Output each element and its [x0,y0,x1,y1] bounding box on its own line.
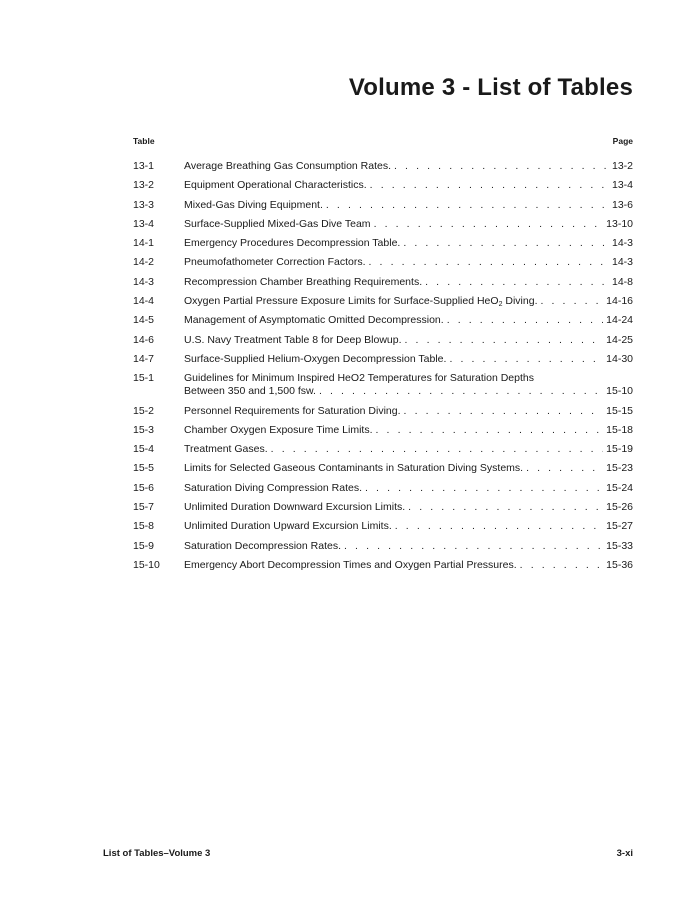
table-title: Personnel Requirements for Saturation Diving. [184,404,401,417]
page-number: 14-25 [606,333,633,346]
table-column-header: Table [133,136,155,146]
toc-entry[interactable] [133,405,633,418]
page-number: 13-2 [611,160,633,172]
page-number: 14-3 [611,237,633,250]
dot-leader [540,295,603,308]
toc-entry[interactable] [133,424,633,437]
table-number: 15-10 [133,558,160,571]
dot-leader [404,405,604,418]
dot-leader [403,237,609,250]
toc-entry[interactable] [133,520,633,533]
dot-leader [408,501,603,514]
toc-entry[interactable] [133,353,633,366]
table-number: 14-2 [133,256,155,269]
table-title: Emergency Abort Decompression Times and Oxygen Partial Pressures. [184,558,517,571]
toc-entry[interactable] [133,443,633,456]
table-number: 15-8 [133,520,155,533]
table-title: Treatment Gases. [184,443,268,456]
table-title: Management of Asymptomatic Omitted Decompression. [184,314,444,327]
page-number: 15-18 [606,423,633,436]
table-title [184,295,537,308]
table-number: 15-3 [133,423,155,436]
list-of-tables [133,160,633,578]
table-number: 14-3 [133,275,155,288]
dot-leader [425,276,609,289]
toc-entry[interactable] [133,559,633,572]
toc-entry[interactable] [133,199,633,212]
footer-section-title: List of Tables–Volume 3 [103,848,211,859]
page-number: 14-24 [606,314,633,327]
table-title: Chamber Oxygen Exposure Time Limits. [184,423,373,436]
table-title: Saturation Decompression Rates. [184,539,341,552]
dot-leader [370,179,609,192]
table-title: Average Breathing Gas Consumption Rates. [184,160,392,172]
table-number: 15-1 [133,372,155,385]
toc-entry[interactable] [133,237,633,250]
page-number: 15-33 [606,539,633,552]
dot-leader [447,314,603,327]
page-number: 14-8 [611,275,633,288]
dot-leader [394,160,609,173]
table-number: 14-5 [133,314,155,327]
dot-leader [344,540,603,553]
table-number: 15-9 [133,539,155,552]
table-title-text: Diving. [502,295,538,308]
table-number: 15-7 [133,501,155,514]
dot-leader [526,462,603,475]
table-title: Pneumofathometer Correction Factors. [184,256,366,269]
toc-entry[interactable] [133,256,633,269]
page-number: 15-24 [606,481,633,494]
table-number: 15-6 [133,481,155,494]
page-number: 15-23 [606,462,633,475]
table-title: Guidelines for Minimum Inspired HeO2 Temperatures for Saturation Depths [184,372,534,385]
page-column-header: Page [612,136,633,146]
page-number: 14-30 [606,352,633,365]
page-number: 13-6 [611,198,633,211]
table-title-text: Oxygen Partial Pressure Exposure Limits for Surface-Supplied HeO [184,295,499,308]
dot-leader [369,256,609,269]
table-number: 14-6 [133,333,155,346]
dot-leader [395,520,603,533]
table-number: 14-4 [133,295,155,308]
toc-entry[interactable] [133,276,633,289]
table-number: 15-2 [133,404,155,417]
page-number: 13-10 [606,217,633,230]
toc-entry[interactable] [133,540,633,553]
table-title: Equipment Operational Characteristics. [184,179,367,192]
table-title: Surface-Supplied Helium-Oxygen Decompression Table. [184,352,447,365]
toc-entry[interactable] [133,372,633,398]
subscript: 2 [498,301,503,309]
page-number: 14-16 [606,295,633,308]
table-number: 15-4 [133,443,155,456]
page-number: 15-26 [606,501,633,514]
toc-entry[interactable] [133,334,633,347]
table-title: Recompression Chamber Breathing Requirements. [184,275,423,288]
page-number: 13-4 [611,179,633,192]
table-title: Surface-Supplied Mixed-Gas Dive Team [184,217,371,230]
page-number: 14-3 [611,256,633,269]
page-number: 15-10 [606,385,633,398]
dot-leader [405,334,604,347]
toc-entry[interactable] [133,501,633,514]
toc-entry[interactable] [133,160,633,173]
page-number: 15-15 [606,404,633,417]
table-number: 15-5 [133,462,155,475]
dot-leader [319,385,603,398]
table-title: Limits for Selected Gaseous Contaminants in Saturation Diving Systems. [184,462,524,475]
dot-leader [374,218,604,231]
table-title: Mixed-Gas Diving Equipment. [184,198,323,211]
footer-page-number: 3-xi [616,848,633,859]
dot-leader [271,443,603,456]
page-number: 15-36 [606,558,633,571]
dot-leader [365,482,603,495]
dot-leader [326,199,609,212]
page-title: Volume 3 - List of Tables [348,74,633,101]
toc-entry[interactable] [133,218,633,231]
table-title: U.S. Navy Treatment Table 8 for Deep Blowup. [184,333,402,346]
toc-entry[interactable] [133,179,633,192]
toc-entry[interactable] [133,295,633,308]
table-title: Saturation Diving Compression Rates. [184,481,362,494]
table-number: 13-3 [133,198,155,211]
table-number: 13-4 [133,217,155,230]
page-number: 15-27 [606,520,633,533]
dot-leader [520,559,603,572]
dot-leader [449,353,603,366]
table-number: 14-7 [133,352,155,365]
table-title: Emergency Procedures Decompression Table. [184,237,401,250]
table-title-continuation: Between 350 and 1,500 fsw. [184,385,316,398]
toc-entry[interactable] [133,462,633,475]
page-number: 15-19 [606,443,633,456]
table-number: 13-1 [133,160,155,172]
table-title: Unlimited Duration Downward Excursion Limits. [184,501,406,514]
table-title: Unlimited Duration Upward Excursion Limits. [184,520,392,533]
table-number: 13-2 [133,179,155,192]
toc-entry[interactable] [133,482,633,495]
toc-entry[interactable] [133,314,633,327]
dot-leader [376,424,604,437]
table-number: 14-1 [133,237,155,250]
